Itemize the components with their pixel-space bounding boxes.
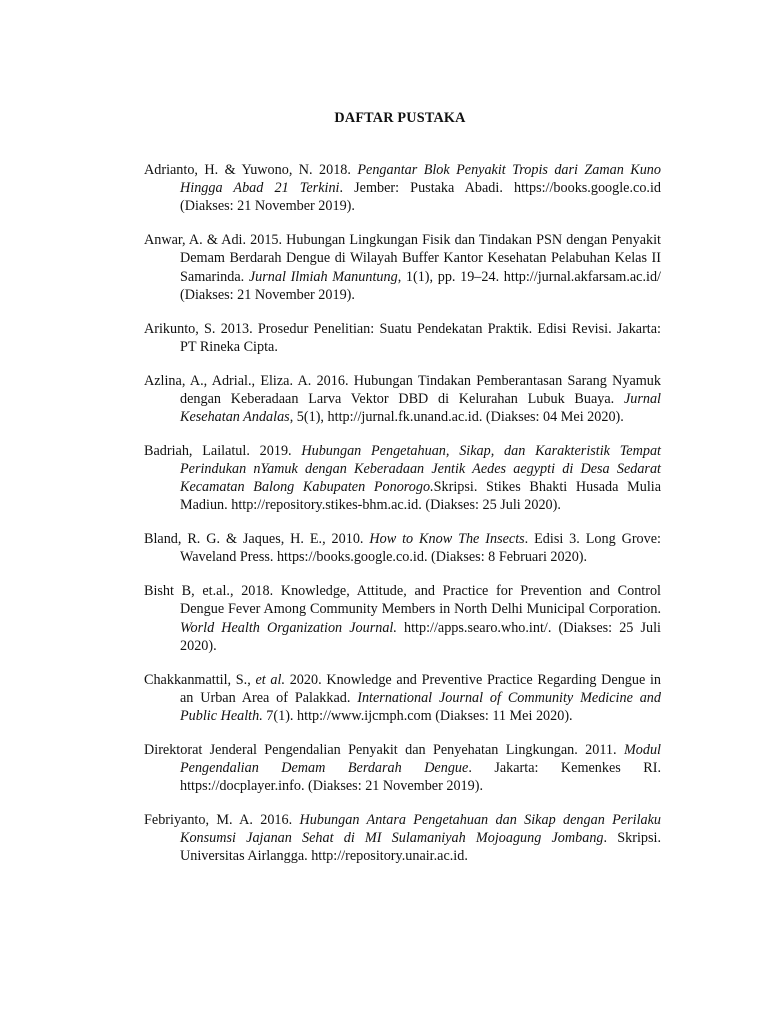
reference-text: 7(1). http://www.ijcmph.com (Diakses: 11 Mei 2020).	[262, 708, 573, 725]
reference-text: Azlina, A., Adrial., Eliza. A. 2016. Hubungan Tindakan Pemberantasan Sarang Nyamuk dengan Keberadaan Larva Vektor DBD di Kelurahan Lubuk Buaya.	[144, 372, 661, 407]
reference-text: Bisht B, et.al., 2018. Knowledge, Attitude, and Practice for Prevention and Control Dengue Fever Among Community Members in North Delhi Municipal Corporation.	[144, 583, 661, 618]
reference-text: Adrianto, H. & Yuwono, N. 2018.	[144, 162, 358, 178]
reference-text: , 1(1), pp. 19–24. http://jurnal.akfarsam.ac.id/ (Diakses: 21 November 2019).	[180, 268, 661, 303]
reference-text: . Jember: Pustaka Abadi. https://books.google.co.id (Diakses: 21 November 2019).	[180, 180, 661, 215]
reference-text: . Skripsi. Universitas Airlangga. http://repository.unair.ac.id.	[180, 830, 661, 865]
page-title: DAFTAR PUSTAKA	[334, 110, 466, 126]
reference-italic-text: Jurnal Ilmiah Manuntung	[248, 268, 398, 285]
reference-text: Arikunto, S. 2013. Prosedur Penelitian: Suatu Pendekatan Praktik. Edisi Revisi. Jakarta: PT Rineka Cipta.	[144, 320, 661, 355]
reference-entry	[144, 320, 661, 356]
reference-text: Febriyanto, M. A. 2016.	[144, 812, 300, 829]
reference-entry	[144, 530, 661, 566]
reference-italic-text: Jurnal Kesehatan Andalas	[180, 390, 661, 426]
reference-entry	[144, 582, 661, 655]
reference-italic-text: World Health Organization Journal.	[180, 619, 397, 636]
reference-italic-text: Hubungan Pengetahuan, Sikap, dan Karakteristik Tempat Perindukan nYamuk dengan Keberadaan Jentik Aedes aegypti di Desa Sedarat Kecamatan Balong Kabupaten Ponorogo.	[180, 442, 661, 496]
reference-list	[144, 161, 661, 881]
reference-text: 2020. Knowledge and Preventive Practice Regarding Dengue in an Urban Area of Palakkad.	[180, 671, 662, 706]
reference-entry	[144, 161, 661, 216]
reference-text: Badriah, Lailatul. 2019.	[144, 442, 302, 459]
reference-text: Skripsi. Stikes Bhakti Husada Mulia Madiun. http://repository.stikes-bhm.ac.id. (Diakses: 25 Juli 2020).	[180, 479, 662, 514]
reference-italic-text: Modul Pengendalian Demam Berdarah Dengue	[180, 741, 661, 777]
reference-text: Anwar, A. & Adi. 2015. Hubungan Lingkungan Fisik dan Tindakan PSN dengan Penyakit Demam Berdarah Dengue di Wilayah Buffer Kantor Kesehatan Pelabuhan Kelas II Samarinda.	[144, 232, 661, 285]
reference-text: , 5(1), http://jurnal.fk.unand.ac.id. (Diakses: 04 Mei 2020).	[289, 409, 624, 426]
reference-entry	[144, 231, 661, 304]
reference-italic-text: et al.	[255, 671, 285, 688]
reference-italic-text: International Journal of Community Medicine and Public Health.	[180, 689, 661, 725]
reference-entry	[144, 811, 661, 866]
reference-italic-text: Pengantar Blok Penyakit Tropis dari Zaman Kuno Hingga Abad 21 Terkini	[180, 162, 661, 197]
reference-text: Bland, R. G. & Jaques, H. E., 2010.	[144, 531, 370, 548]
reference-text: . Edisi 3. Long Grove: Waveland Press. https://books.google.co.id. (Diakses: 8 Februari 2020).	[180, 531, 661, 566]
reference-text: Chakkanmattil, S.,	[144, 671, 256, 688]
reference-text: http://apps.searo.who.int/. (Diakses: 25 Juli 2020).	[180, 619, 661, 654]
reference-text: Direktorat Jenderal Pengendalian Penyakit dan Penyehatan Lingkungan. 2011.	[144, 741, 624, 758]
reference-text: . Jakarta: Kemenkes RI. https://docplayer.info. (Diakses: 21 November 2019).	[180, 760, 661, 795]
reference-entry	[144, 741, 661, 796]
reference-entry	[144, 442, 661, 515]
reference-entry	[144, 671, 661, 726]
reference-italic-text: How to Know The Insects	[369, 531, 525, 548]
reference-italic-text: Hubungan Antara Pengetahuan dan Sikap dengan Perilaku Konsumsi Jajanan Sehat di MI Sulamaniyah Mojoagung Jombang	[180, 812, 661, 847]
reference-entry	[144, 372, 661, 427]
